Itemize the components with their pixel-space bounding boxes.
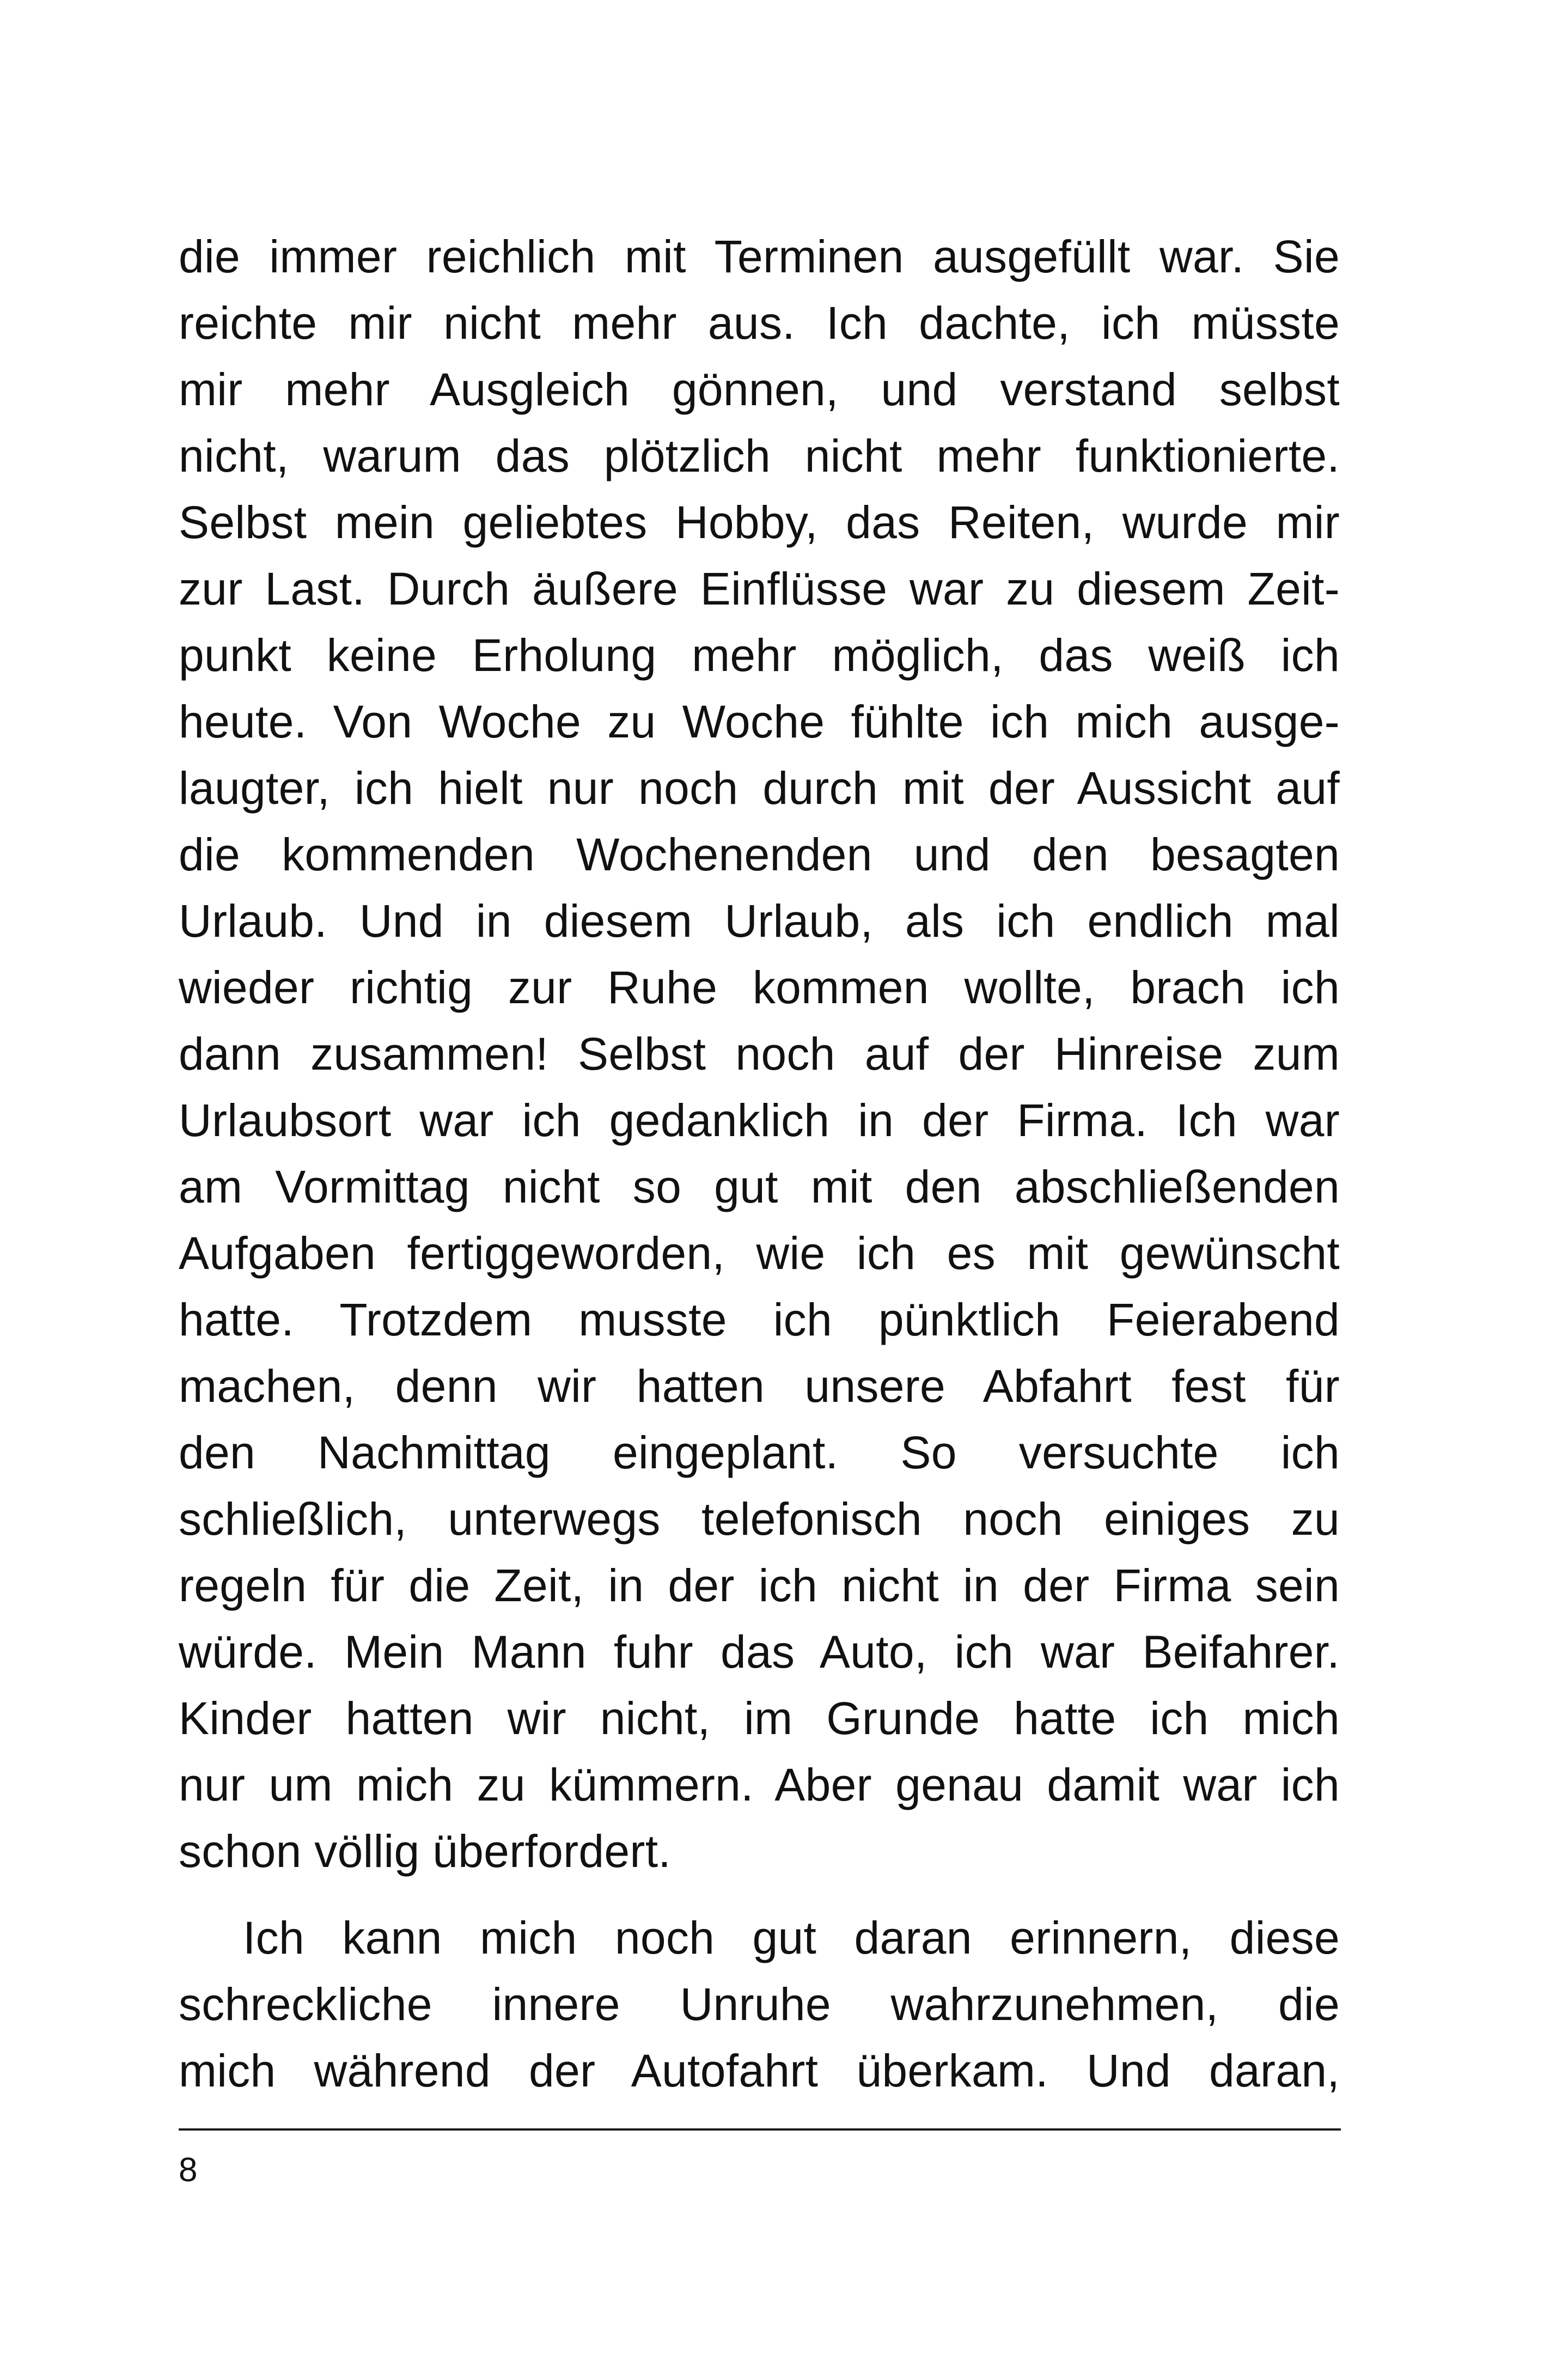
text-line: laugter, ich hielt nur noch durch mit der Aussicht auf <box>179 762 1340 814</box>
text-line: Selbst mein geliebtes Hobby, das Reiten, wurde mir <box>179 497 1340 548</box>
text-line: mir mehr Ausgleich gönnen, und verstand selbst <box>179 364 1340 415</box>
text-line: würde. Mein Mann fuhr das Auto, ich war Beifahrer. <box>179 1626 1340 1677</box>
text-line: nur um mich zu kümmern. Aber genau damit war ich <box>179 1759 1340 1810</box>
text-line: schon völlig überfordert. <box>179 1826 671 1877</box>
text-line: reichte mir nicht mehr aus. Ich dachte, ich müsste <box>179 297 1340 349</box>
text-line: Aufgaben fertiggeworden, wie ich es mit gewünscht <box>179 1228 1340 1279</box>
text-line: wieder richtig zur Ruhe kommen wollte, brach ich <box>179 962 1340 1013</box>
text-line: den Nachmittag eingeplant. So versuchte ich <box>179 1427 1340 1478</box>
text-line: Ich kann mich noch gut daran erinnern, diese <box>243 1912 1340 1963</box>
text-line: heute. Von Woche zu Woche fühlte ich mich ausge- <box>179 696 1340 747</box>
text-line: mich während der Autofahrt überkam. Und daran, <box>179 2045 1340 2096</box>
paragraph-1 <box>179 223 1340 1884</box>
text-line: hatte. Trotzdem musste ich pünktlich Feierabend <box>179 1294 1340 1345</box>
text-line: dann zusammen! Selbst noch auf der Hinreise zum <box>179 1028 1340 1079</box>
text-line: punkt keine Erholung mehr möglich, das weiß ich <box>179 630 1340 681</box>
text-line: schreckliche innere Unruhe wahrzunehmen, die <box>179 1979 1340 2030</box>
text-line: die kommenden Wochenenden und den besagten <box>179 829 1340 880</box>
text-line: am Vormittag nicht so gut mit den abschließenden <box>179 1161 1340 1212</box>
text-line: zur Last. Durch äußere Einflüsse war zu diesem Zeit- <box>179 563 1340 614</box>
footer-divider <box>179 2128 1341 2131</box>
text-line: regeln für die Zeit, in der ich nicht in der Firma sein <box>179 1560 1340 1611</box>
page-number: 8 <box>179 2151 198 2189</box>
text-line: schließlich, unterwegs telefonisch noch einiges zu <box>179 1493 1340 1545</box>
text-line: die immer reichlich mit Terminen ausgefüllt war. Sie <box>179 231 1340 282</box>
text-line: machen, denn wir hatten unsere Abfahrt fest für <box>179 1360 1340 1412</box>
text-line: Kinder hatten wir nicht, im Grunde hatte ich mich <box>179 1693 1340 1744</box>
text-line: nicht, warum das plötzlich nicht mehr funktionierte. <box>179 430 1340 481</box>
text-line: Urlaub. Und in diesem Urlaub, als ich endlich mal <box>179 895 1340 947</box>
text-line: Urlaubsort war ich gedanklich in der Firma. Ich war <box>179 1095 1340 1146</box>
paragraph-2 <box>179 1905 1340 2104</box>
